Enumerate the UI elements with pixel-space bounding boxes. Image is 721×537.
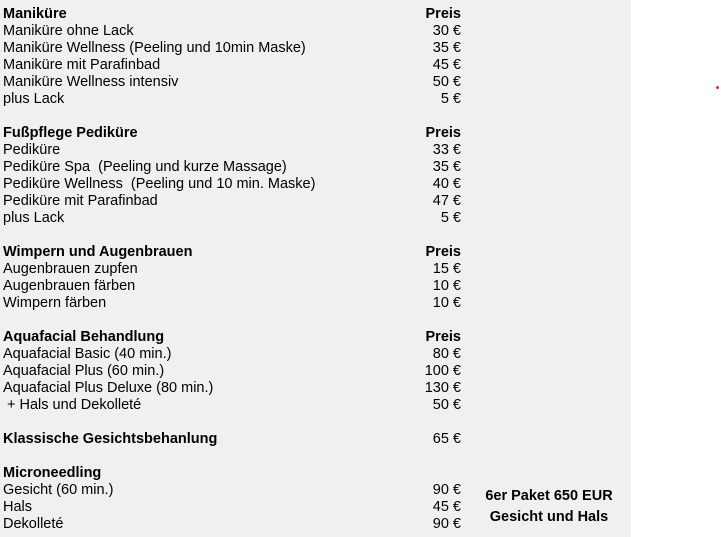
item-price: 5 €: [440, 91, 461, 107]
item-price: 15 €: [432, 261, 461, 277]
red-dot-icon: [716, 86, 719, 89]
section-title-aquafacial: Aquafacial Behandlung: [3, 329, 165, 345]
item-price: 130 €: [424, 380, 461, 396]
item-price: 30 €: [432, 23, 461, 39]
promo-line-2: Gesicht und Hals: [489, 509, 609, 525]
section-title-microneedling: Microneedling: [3, 465, 102, 481]
list-item: Aquafacial Plus (60 min.): [3, 363, 165, 379]
list-item: Maniküre Wellness intensiv: [3, 74, 179, 90]
section-title-manikuere: Maniküre: [3, 6, 67, 22]
list-item: Dekolleté: [3, 516, 64, 532]
item-price: 5 €: [440, 210, 461, 226]
list-item: Pediküre Wellness (Peeling und 10 min. Maske): [3, 176, 316, 192]
item-price: 10 €: [432, 278, 461, 294]
list-item: Pediküre: [3, 142, 61, 158]
list-item: plus Lack: [3, 91, 65, 107]
list-item: Augenbrauen färben: [3, 278, 136, 294]
section-title-gesichtsbehandlung: Klassische Gesichtsbehanlung: [3, 431, 218, 447]
list-item: Augenbrauen zupfen: [3, 261, 138, 277]
list-item: plus Lack: [3, 210, 65, 226]
list-item: Maniküre mit Parafinbad: [3, 57, 161, 73]
price-header: Preis: [425, 329, 461, 345]
item-price: 33 €: [432, 142, 461, 158]
list-item: Aquafacial Basic (40 min.): [3, 346, 172, 362]
section-title-wimpern: Wimpern und Augenbrauen: [3, 244, 193, 260]
list-item: + Hals und Dekolleté: [3, 397, 142, 413]
list-item: Maniküre Wellness (Peeling und 10min Maske): [3, 40, 306, 56]
item-price: 65 €: [432, 431, 461, 447]
list-item: Pediküre Spa (Peeling und kurze Massage): [3, 159, 287, 175]
item-price: 10 €: [432, 295, 461, 311]
price-header: Preis: [425, 125, 461, 141]
item-price: 80 €: [432, 346, 461, 362]
list-item: Maniküre ohne Lack: [3, 23, 134, 39]
list-item: Gesicht (60 min.): [3, 482, 114, 498]
item-price: 50 €: [432, 397, 461, 413]
item-price: 47 €: [432, 193, 461, 209]
item-price: 45 €: [432, 57, 461, 73]
item-price: 90 €: [432, 482, 461, 498]
item-price: 35 €: [432, 159, 461, 175]
promo-package: [466, 486, 632, 528]
item-price: 40 €: [432, 176, 461, 192]
price-header: Preis: [425, 6, 461, 22]
promo-line-1: 6er Paket 650 EUR: [485, 488, 613, 504]
list-item: Wimpern färben: [3, 295, 107, 311]
item-price: 45 €: [432, 499, 461, 515]
item-price: 100 €: [424, 363, 461, 379]
item-price: 35 €: [432, 40, 461, 56]
list-item: Aquafacial Plus Deluxe (80 min.): [3, 380, 214, 396]
price-header: Preis: [425, 244, 461, 260]
list-item: Hals: [3, 499, 33, 515]
section-title-pedikuere: Fußpflege Pediküre: [3, 125, 138, 141]
item-price: 50 €: [432, 74, 461, 90]
item-price: 90 €: [432, 516, 461, 532]
list-item: Pediküre mit Parafinbad: [3, 193, 158, 209]
